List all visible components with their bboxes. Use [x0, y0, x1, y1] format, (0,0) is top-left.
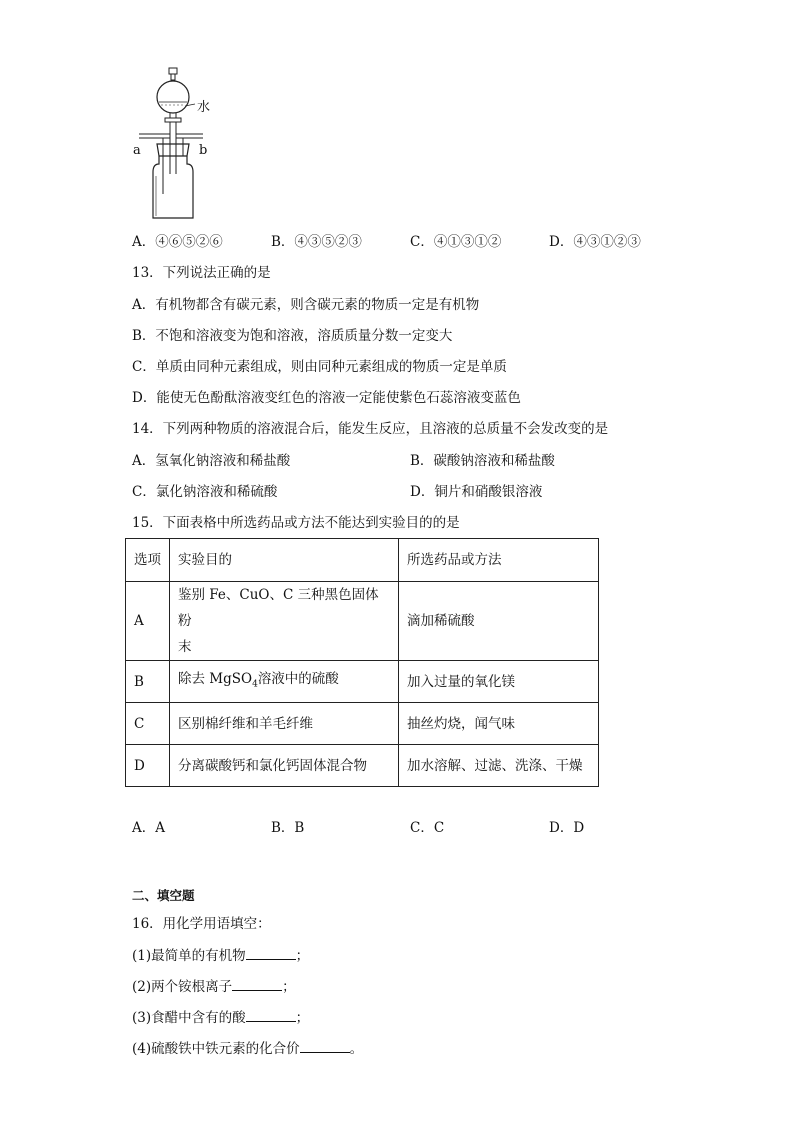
table-row	[126, 661, 599, 703]
q16-item-2	[132, 976, 296, 997]
q16-item-1	[132, 945, 309, 966]
purpose-post: 溶液中的硫酸	[257, 670, 339, 687]
purpose-line-2: 末	[178, 639, 192, 655]
row-method: 滴加稀硫酸	[399, 582, 599, 661]
table-header-row	[126, 539, 599, 582]
row-purpose: 分离碳酸钙和氯化钙固体混合物	[170, 745, 399, 787]
q14-option-c: C．氯化钠溶液和稀硫酸	[132, 484, 278, 500]
table-row	[126, 582, 599, 661]
q13-option-b: B．不饱和溶液变为饱和溶液，溶质质量分数一定变大	[132, 328, 453, 344]
item-text: (4)硫酸铁中铁元素的化合价	[132, 1041, 300, 1057]
q16-item-4	[132, 1038, 363, 1059]
section-title: 二、填空题	[132, 888, 195, 903]
q12-option-d: D．④③①②③	[549, 234, 641, 250]
q14-option-d: D．铜片和硝酸银溶液	[410, 484, 543, 500]
q15-stem: 15．下面表格中所选药品或方法不能达到实验目的的是	[132, 515, 460, 531]
row-method: 加水溶解、过滤、洗涤、干燥	[399, 745, 599, 787]
row-method: 加入过量的氧化镁	[399, 661, 599, 703]
q15-table	[125, 538, 599, 787]
q14-option-b: B．碳酸钠溶液和稀盐酸	[410, 453, 555, 469]
item-text: (3)食醋中含有的酸	[132, 1010, 246, 1026]
q14-stem: 14．下列两种物质的溶液混合后，能发生反应，且溶液的总质量不会发改变的是	[132, 421, 609, 437]
q14-options-row1	[132, 451, 692, 471]
header-option: 选项	[126, 539, 170, 582]
row-option: B	[126, 661, 170, 703]
row-purpose	[170, 661, 399, 703]
row-option: D	[126, 745, 170, 787]
row-purpose: 区别棉纤维和羊毛纤维	[170, 703, 399, 745]
row-purpose	[170, 582, 399, 661]
header-method: 所选药品或方法	[399, 539, 599, 582]
q14-option-a: A．氢氧化钠溶液和稀盐酸	[132, 453, 291, 469]
row-option: A	[126, 582, 170, 661]
label-water: 水	[197, 100, 211, 115]
answer-blank[interactable]	[246, 1007, 296, 1022]
q13-option-c: C．单质由同种元素组成，则由同种元素组成的物质一定是单质	[132, 359, 507, 375]
item-text: (2)两个铵根离子	[132, 979, 233, 995]
label-b: b	[199, 143, 208, 158]
label-a: a	[133, 143, 141, 158]
q15-option-d: D．D	[549, 820, 585, 836]
q12-option-b: B．④③⑤②③	[271, 234, 362, 250]
purpose-pre: 除去 MgSO	[178, 670, 253, 687]
q12-option-c: C．④①③①②	[410, 234, 502, 250]
answer-blank[interactable]	[246, 945, 296, 960]
item-text: (1)最简单的有机物	[132, 948, 246, 964]
table-row	[126, 745, 599, 787]
apparatus-figure	[125, 64, 225, 222]
q13-option-a: A．有机物都含有碳元素，则含碳元素的物质一定是有机物	[132, 297, 480, 313]
q12-options	[132, 232, 692, 252]
q15-option-b: B．B	[271, 820, 305, 836]
q15-option-c: C．C	[410, 820, 445, 836]
q13-stem: 13．下列说法正确的是	[132, 265, 271, 281]
q15-option-a: A．A	[132, 820, 165, 836]
purpose-sub: 4	[252, 679, 258, 690]
q16-stem: 16．用化学用语填空：	[132, 916, 271, 932]
answer-blank[interactable]	[232, 976, 282, 991]
q12-option-a: A．④⑥⑤②⑥	[132, 234, 223, 250]
table-row	[126, 703, 599, 745]
q16-item-3	[132, 1007, 309, 1028]
item-end: 。	[349, 1041, 364, 1057]
item-end: ；	[295, 1010, 310, 1026]
row-method: 抽丝灼烧，闻气味	[399, 703, 599, 745]
item-end: ；	[282, 979, 296, 995]
header-purpose: 实验目的	[170, 539, 399, 582]
purpose-line-1: 鉴别 Fe、CuO、C 三种黑色固体粉	[178, 587, 379, 629]
item-end: ；	[295, 948, 310, 964]
q14-options-row2	[132, 482, 692, 502]
q15-options	[132, 818, 692, 838]
q13-option-d: D．能使无色酚酞溶液变红色的溶液一定能使紫色石蕊溶液变蓝色	[132, 390, 521, 406]
answer-blank[interactable]	[300, 1038, 350, 1053]
row-option: C	[126, 703, 170, 745]
